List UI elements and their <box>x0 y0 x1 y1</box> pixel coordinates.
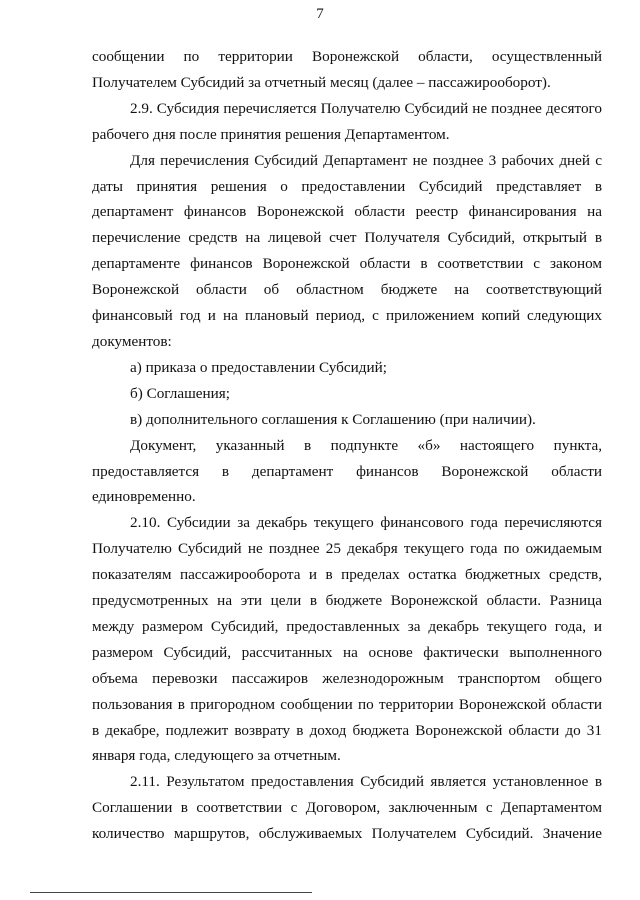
paragraph-transfer-procedure: Для перечисления Субсидий Департамент не позднее 3 рабочих дней с даты принятия решения о предоставлении Субсидий представляет в департамент финансов Воронежской области реестр финансирования на перечисление средств на лицевой счет Получателя Субсидий, открытый в департаменте финансов Воронежской области в соответствии с законом Воронежской области об областном бюджете на соответствующий финансовый год и на плановый период, с приложением копий следующих документов: <box>92 151 602 350</box>
page-number: 7 <box>316 6 324 22</box>
document-body <box>92 44 602 847</box>
paragraph-2-10: 2.10. Субсидии за декабрь текущего финансового года перечисляются Получателю Субсидий не позднее 25 декабря текущего года по ожидаемым показателям пассажирооборота и в пределах остатка бюджетных средств, предусмотренных на эти цели в бюджете Воронежской области. Разница между размером Субсидий, предоставленных за декабрь текущего года, и размером Субсидий, рассчитанных на основе фактически выполненного объема перевозки пассажиров железнодорожным транспортом общего пользования в пригородном сообщении по территории Воронежской области в декабре, подлежит возврату в доход бюджета Воронежской области до 31 января года, следующего за отчетным. <box>92 514 602 765</box>
paragraph-continuation: сообщении по территории Воронежской области, осуществленный Получателем Субсидий за отчетный месяц (далее – пассажирооборот). <box>92 48 602 91</box>
list-item-a: а) приказа о предоставлении Субсидий; <box>130 358 387 376</box>
paragraph-2-9: 2.9. Субсидия перечисляется Получателю Субсидий не позднее десятого рабочего дня после принятия решения Департаментом. <box>92 99 602 143</box>
footer-rule <box>30 892 312 893</box>
list-item-b: б) Соглашения; <box>130 384 230 402</box>
list-item-c: в) дополнительного соглашения к Соглашению (при наличии). <box>130 410 536 428</box>
paragraph-2-11: 2.11. Результатом предоставления Субсидий является установленное в Соглашении в соответствии с Договором, заключенным с Департаментом количество маршрутов, обслуживаемых Получателем Субсидий. Значение <box>92 773 602 843</box>
paragraph-document-note: Документ, указанный в подпункте «б» настоящего пункта, предоставляется в департамент финансов Воронежской области единовременно. <box>92 436 602 506</box>
